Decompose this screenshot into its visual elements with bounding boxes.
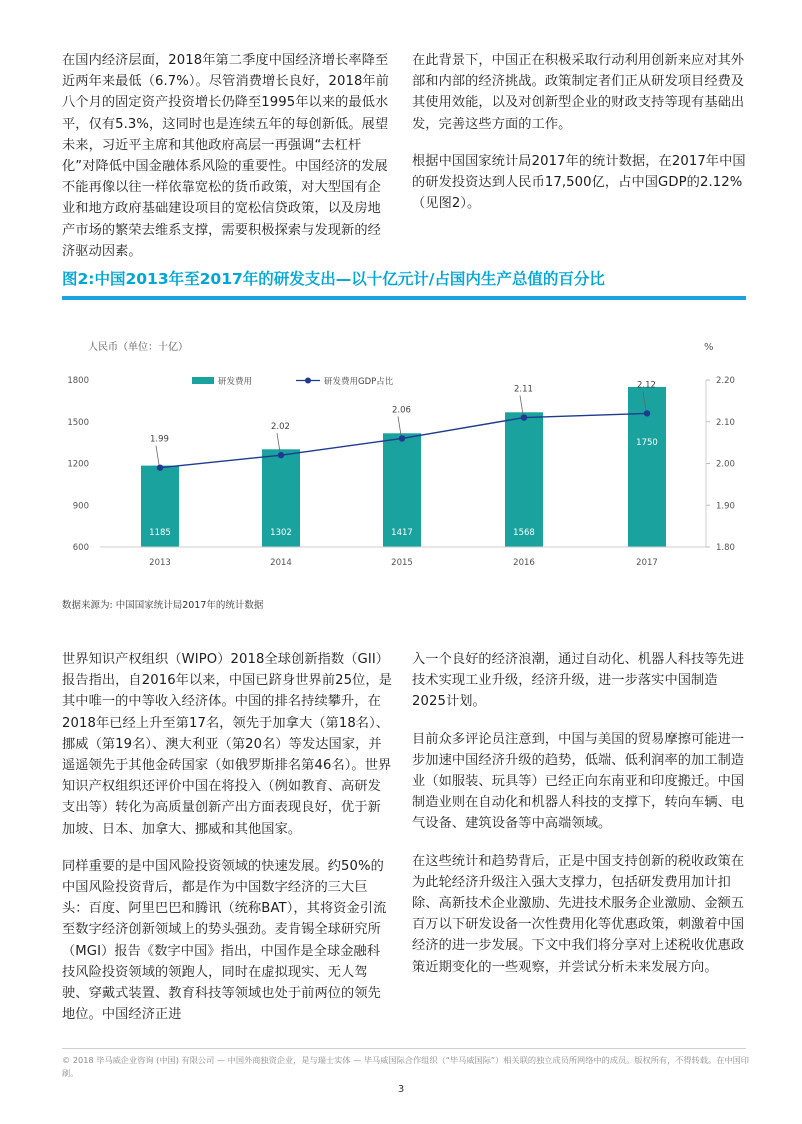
paragraph: 在国内经济层面，2018年第二季度中国经济增长率降至近两年来最低（6.7%）。尽管消费增长良好，2018年前八个月的固定资产投资增长仍降至1995年以来的最低水平，仅有5.3%，这同时也是连续五年的每创新低。展望未来，习近平主席和其他政府高层一再强调“去杠杆化”对降低中国金融体系风险的重要性。中国经济的发展不能再像以往一样依靠宽松的货币政策，对大型国有企业和地方政府基础建设项目的宽松信贷政策，以及房地产市场的繁荣去维系支撑，需要积极探索与发现新的经济驱动因素。 [62, 53, 390, 259]
legend-bar-label: 研发费用 [218, 377, 253, 387]
bar-value-label: 1302 [270, 528, 292, 538]
figure-source: 数据来源为: 中国国家统计局2017年的统计数据 [62, 600, 264, 611]
bar-value-label: 1185 [149, 528, 171, 538]
paragraph: 同样重要的是中国风险投资领域的快速发展。约50%的中国风险投资背后，都是作为中国数字经济的三大巨头：百度、阿里巴巴和腾讯（统称BAT），其将资金引流至数字经济创新领域上的势头强劲。麦肯锡全球研究所（MGI）报告《数字中国》指出，中国作是全球金融科技风险投资领域的领跑人，同时在虚拟现实、无人驾驶、穿戴式装置、教育科技等领域也处于前两位的领先地位。中国经济正进 [62, 858, 387, 1023]
x-tick-label: 2014 [270, 558, 292, 568]
legend-bar-swatch [192, 377, 214, 384]
bar [505, 412, 543, 547]
left-axis-label: 人民币（单位：十亿） [88, 342, 188, 353]
left-axis-ticks [67, 376, 89, 553]
bar-value-label: 1750 [636, 437, 658, 448]
right-axis-label: % [704, 342, 714, 353]
x-tick-label: 2015 [391, 558, 413, 568]
right-tick-label: 2.00 [716, 459, 735, 470]
figure-title-rule [62, 296, 746, 300]
paragraph: 目前众多评论员注意到，中国与美国的贸易摩擦可能进一步加速中国经济升级的趋势，低端、低利润率的加工制造业（如服装、玩具等）已经正向东南亚和印度搬迁。中国制造业则在自动化和机器人科技的支撑下，转向车辆、电气设备、建筑设备等中高端领域。 [412, 731, 745, 832]
x-tick-label: 2016 [513, 558, 535, 568]
callout-leader [520, 396, 523, 415]
callout-leader [277, 433, 280, 452]
body-column-top-left [62, 50, 392, 278]
right-tick-label: 1.80 [716, 543, 735, 553]
figure-title: 图2:中国2013年至2017年的研发支出—以十亿元计/占国内生产总值的百分比 [62, 270, 605, 288]
paragraph: 世界知识产权组织（WIPO）2018全球创新指数（GII）报告指出，自2016年以来，中国已跻身世界前25位，是其中唯一的中等收入经济体。中国的排名持续攀升，在2018年已经上升至第17名，领先于加拿大（第18名）、挪威（第19名）、澳大利亚（第20名）等发达国家，并遥遥领先于其他金砖国家（如俄罗斯排名第46名）。世界知识产权组织还评价中国在将投入（例如教育、高研发支出等）转化为高质量创新产出方面表现良好，优于新加坡、日本、加拿大、挪威和其他国家。 [62, 652, 392, 837]
left-tick-label: 1800 [67, 376, 89, 386]
right-tick-label: 2.20 [716, 376, 735, 386]
x-tick-label: 2017 [636, 558, 658, 568]
bar-value-label: 1568 [513, 528, 535, 538]
body-column-top-right [412, 50, 750, 230]
left-tick-label: 900 [72, 501, 89, 512]
body-column-bottom-right [412, 649, 750, 994]
callout-leader [398, 416, 401, 435]
paragraph: 入一个良好的经济浪潮，通过自动化、机器人科技等先进技术实现工业升级，经济升级，进一步落实中国制造2025计划。 [412, 652, 745, 710]
line-value-label: 2.06 [392, 405, 411, 416]
left-tick-label: 1500 [67, 417, 89, 428]
footer-copyright: © 2018 毕马威企业咨询 (中国) 有限公司 — 中国外商独资企业，是与瑞士实体 — 毕马威国际合作组织（“毕马威国际”）相关联的独立成员所网络中的成员。版权所有，不得转载。在中国印刷。 [62, 1055, 749, 1078]
x-axis-labels [149, 558, 658, 568]
footer-divider [62, 1048, 746, 1049]
left-tick-label: 600 [72, 543, 89, 553]
line-value-label: 1.99 [150, 434, 169, 445]
legend-line-marker [305, 378, 311, 384]
line-value-label: 2.12 [637, 380, 656, 391]
line-point [399, 435, 405, 441]
right-tick-label: 1.90 [716, 501, 735, 512]
right-axis-ticks [706, 376, 735, 553]
line-point [644, 410, 650, 416]
legend [192, 376, 394, 387]
x-tick-label: 2013 [149, 558, 171, 568]
line-point [157, 464, 163, 470]
body-column-bottom-left [62, 649, 392, 1041]
callout-leader [156, 446, 159, 465]
page-number: 3 [397, 1084, 405, 1095]
line-point [278, 452, 284, 458]
paragraph: 在此背景下，中国正在积极采取行动利用创新来应对其外部和内部的经济挑战。政策制定者们正从研发项目经费及其使用效能，以及对创新型企业的财政支持等现有基础出发，完善这些方面的工作。 [412, 53, 745, 132]
line-value-label: 2.11 [514, 384, 533, 395]
line-point [521, 414, 527, 420]
paragraph: 根据中国国家统计局2017年的统计数据，在2017年中国的研发投资达到人民币17,500亿，占中国GDP的2.12%（见图2）。 [412, 153, 746, 212]
rd-expenditure-chart [0, 330, 802, 590]
line-value-label: 2.02 [271, 422, 290, 433]
left-tick-label: 1200 [67, 459, 89, 470]
paragraph: 在这些统计和趋势背后，正是中国支持创新的税收政策在为此轮经济升级注入强大支撑力，包括研发费用加计扣除、高新技术企业激励、先进技术服务企业激励、金额五百万以下研发设备一次性费用化等优惠政策，刺激着中国经济的进一步发展。下文中我们将分享对上述税收优惠政策近期变化的一些观察，并尝试分析未来发展方向。 [412, 853, 745, 975]
right-tick-label: 2.10 [716, 417, 735, 428]
legend-line-label: 研发费用GDP占比 [324, 377, 394, 387]
bar-value-label: 1417 [391, 528, 413, 538]
